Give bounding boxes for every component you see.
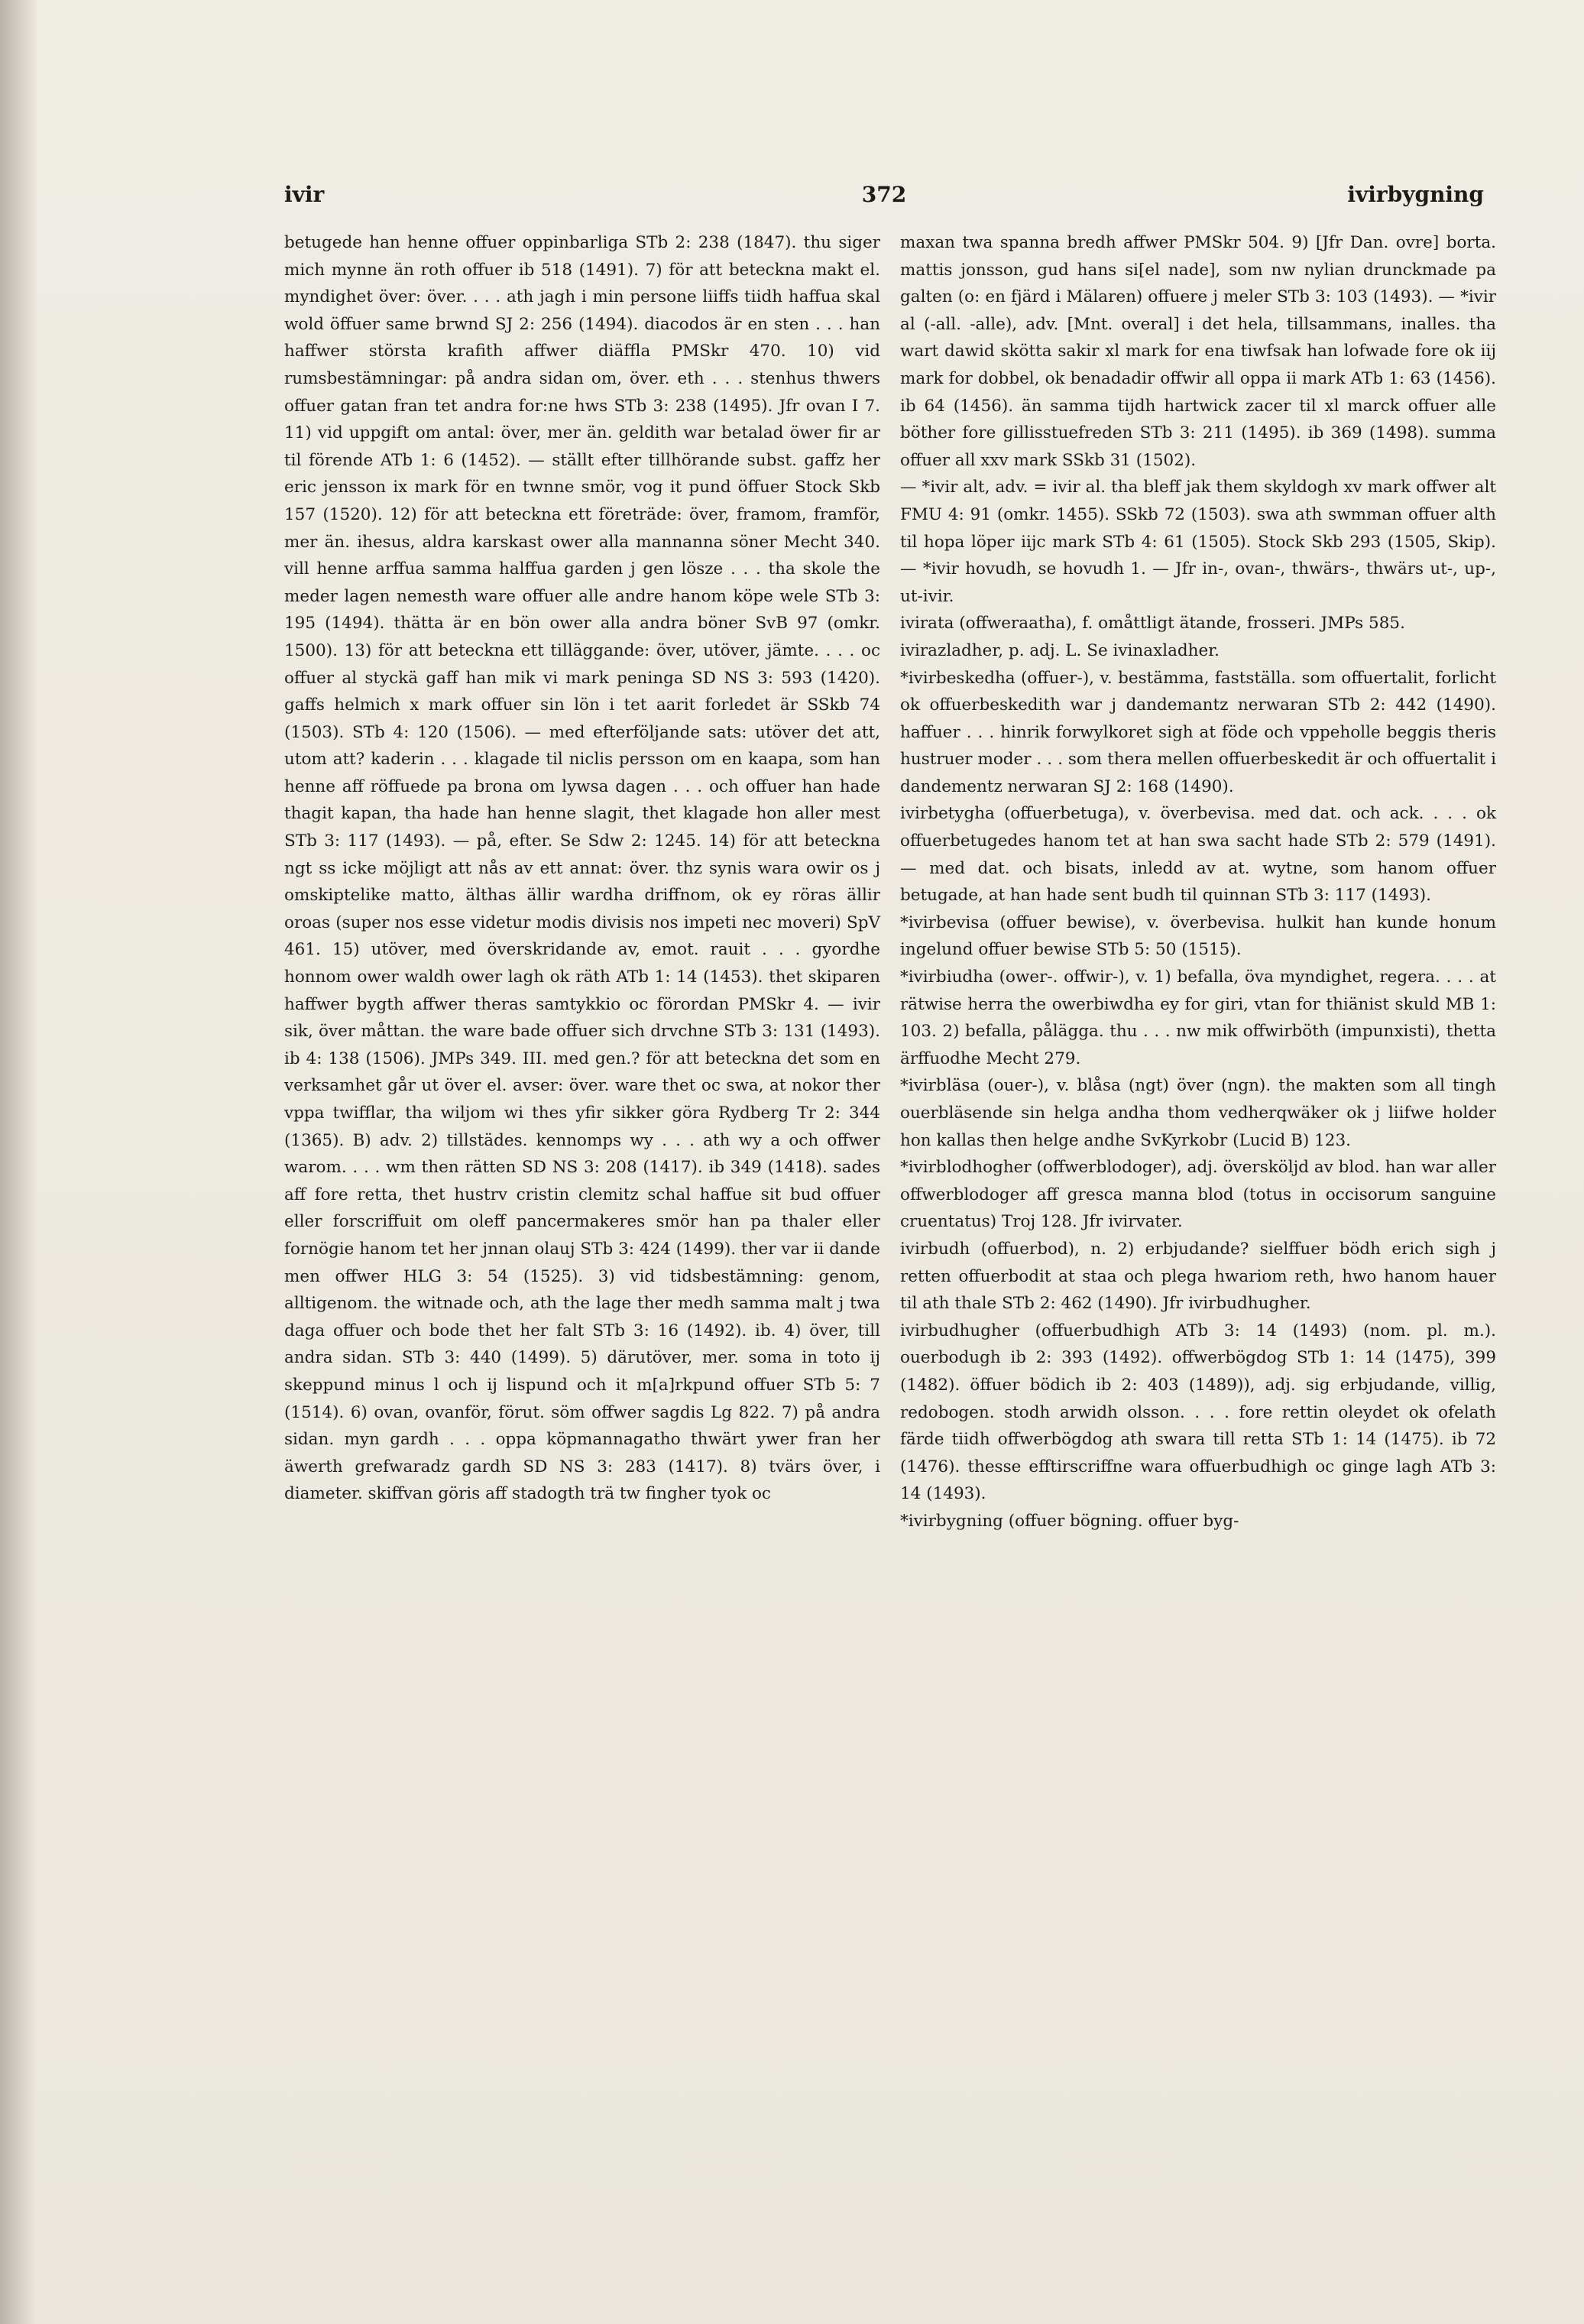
entry-ivirbevisa: *ivirbevisa (offuer bewise), v. överbevisa. hulkit han kunde honum ingelund offuer bewise STb 5: 50 (1515).	[900, 912, 1496, 960]
right-column	[900, 229, 1496, 1535]
entry-ivirata: ivirata (offweraatha), f. omåttligt ätande, frosseri. JMPs 585.	[900, 614, 1405, 634]
left-column-text: betugede han henne offuer oppinbarliga STb 2: 238 (1847). thu siger mich mynne än roth offuer ib 518 (1491). 7) för att beteckna makt el. myndighet över: över. . . . ath jagh i min persone liiffs tiidh haffua skal wold öffuer same brwnd SJ 2: 256 (1494). diacodos är en sten . . . han haffwer största krafith affwer diäffla PMSkr 470. 10) vid rumsbestämningar: på andra sidan om, över. eth . . . stenhus thwers offuer gatan fran tet andra for:ne hws STb 3: 238 (1495). Jfr ovan I 7. 11) vid uppgift om antal: över, mer än. geldith war betalad öwer fir ar til förende ATb 1: 6 (1452). — ställt efter tillhörande subst. gaffz her eric jensson ix mark för en twnne smör, vog it pund öffuer Stock Skb 157 (1520). 12) för att beteckna ett företräde: över, framom, framför, mer än. ihesus, aldra karskast ower alla mannanna söner Mecht 340. vill henne arffua samma halffua garden j gen lösze . . . tha skole the meder lagen nemesth ware offuer alle andre hanom köpe wele STb 3: 195 (1494). thätta är en bön ower alla andra böner SvB 97 (omkr. 1500). 13) för att beteckna ett tilläggande: över, utöver, jämte. . . . oc offuer al styckä gaff han mik vi mark peninga SD NS 3: 593 (1420). gaffs helmich x mark offuer sin lön i tet aarit forledet är SSkb 74 (1503). STb 4: 120 (1506). — med efterföljande sats: utöver det att, utom att? kaderin . . . klagade til niclis persson om en kaapa, som han henne aff röffuede pa brona om lywsa dagen . . . och offuer han hade thagit kapan, tha hade han henne slagit, thet klagade hon aller mest STb 3: 117 (1493). — på, efter. Se Sdw 2: 1245. 14) för att beteckna ngt ss icke möjligt att nås av ett annat: över. thz synis wara owir os j omskiptelike matto, älthas ällir wardha driffnom, ok ey röras ällir oroas (super nos esse videtur modis divisis nos impeti nec moveri) SpV 461. 15) utöver, med överskridande av, emot. rauit . . . gyordhe honnom ower waldh ower lagh ok räth ATb 1: 14 (1453). thet skiparen haffwer bygth affwer theras samtykkio oc förordan PMSkr 4. — ivir sik, över måttan. the ware bade offuer sich drvchne STb 3: 131 (1493). ib 4: 138 (1506). JMPs 349. III. med gen.? för att beteckna det som en verksamhet går ut över el. avser: över. ware thet oc swa, at nokor ther vppa twifflar, tha wiljom wi thes yfir sikker göra Rydberg Tr 2: 344 (1365). B) adv. 2) tillstädes. kennomps wy . . . ath wy a och offwer warom. . . . wm then rätten SD NS 3: 208 (1417). ib 349 (1418). sades aff fore retta, thet hustrv cristin clemitz schal haffue sit bud offuer eller forscriffuit om oleff pancermakeres smör han pa thaler eller fornögie hanom tet her jnnan olauj STb 3: 424 (1499). ther var ii dande men offwer HLG 3: 54 (1525). 3) vid tidsbestämning: genom, alltigenom. the witnade och, ath the lage ther medh samma malt j twa daga offuer och bode thet her falt STb 3: 16 (1492). ib. 4) över, till andra sidan. STb 3: 440 (1499). 5) därutöver, mer. soma in toto ij skeppund minus l och ij lispund och it m[a]rkpund offuer STb 5: 7 (1514). 6) ovan, ovanför, förut. söm offwer sagdis Lg 822. 7) på andra sidan. myn gardh . . . oppa köpmannagatho thwärt ywer fran her äwerth grefwaradz gardh SD NS 3: 283 (1417). 8) tvärs över, i diameter. skiffvan göris aff stadogth trä tw fingher tyok oc	[284, 233, 880, 1504]
page-number: 372	[861, 182, 907, 207]
entry-ivirblodhogher: *ivirblodhogher (offwerblodoger), adj. översköljd av blod. han war aller offwerblodoger aff gresca manna blod (totus in occisorum sanguine cruentatus) Troj 128. Jfr ivirvater.	[900, 1158, 1496, 1232]
entry-ivirblasa: *ivirbläsa (ouer-), v. blåsa (ngt) över (ngn). the makten som all tingh ouerbläsende sin helga andha thom vedherqwäker ok j liifwe holder hon kallas then helge andhe SvKyrkobr (Lucid B) 123.	[900, 1076, 1496, 1150]
entry-ivirazladher: ivirazladher, p. adj. L. Se ivinaxladher.	[900, 640, 1220, 660]
entry-ivirbudh: ivirbudh (offuerbod), n. 2) erbjudande? sielffuer bödh erich sigh j retten offuerbodit at staa och plega hwariom reth, hwo hanom hauer til ath thale STb 2: 462 (1490). Jfr ivirbudhugher.	[900, 1239, 1496, 1314]
left-column	[284, 229, 880, 1508]
header-right-catchword: ivirbygning	[1347, 182, 1484, 207]
entry-ivir-al: maxan twa spanna bredh affwer PMSkr 504. 9) [Jfr Dan. ovre] borta. mattis jonsson, gud hans si[el nade], som nw nylian drunckmade pa galten (o: en fjärd i Mälaren) offuere j meler STb 3: 103 (1493). — *ivir al (-all. -alle), adv. [Mnt. overal] i det hela, tillsammans, inalles. tha wart dawid skötta sakir xl mark for ena tiwfsak han lofwade fore ok iij mark for dobbel, ok benadadir offwir all oppa ii mark ATb 1: 63 (1456). ib 64 (1456). än samma tijdh hartwick zacer til xl marck offuer alle böther fore gillisstuefreden STb 3: 211 (1495). ib 369 (1498). summa offuer all xxv mark SSkb 31 (1502).	[900, 233, 1496, 470]
entry-ivirbudhugher: ivirbudhugher (offuerbudhigh ATb 3: 14 (1493) (nom. pl. m.). ouerbodugh ib 2: 393 (1492). offwerbögdog STb 1: 14 (1475), 399 (1482). öffuer bödich ib 2: 403 (1489)), adj. sig erbjudande, villig, redobogen. stodh arwidh olsson. . . . fore rettin oleydet ok ofelath färde tiidh offwerbögdog ath swara till retta STb 1: 14 (1475). ib 72 (1476). thesse efftirscriffne wara offuerbudhigh oc ginge lagh ATb 3: 14 (1493).	[900, 1321, 1496, 1504]
entry-ivirbiudha: *ivirbiudha (ower-. offwir-), v. 1) befalla, öva myndighet, regera. . . . at rätwise herra the owerbiwdha ey for giri, vtan for thiänist skuld MB 1: 103. 2) befalla, pålägga. thu . . . nw mik offwirböth (impunxisti), thetta ärffuodhe Mecht 279.	[900, 968, 1496, 1068]
entry-ivirbeskedha: *ivirbeskedha (offuer-), v. bestämma, fastställa. som offuertalit, forlicht ok offuerbeskedith war j dandemantz nerwaran STb 2: 442 (1490). haffuer . . . hinrik forwylkoret sigh at föde och vppeholle beggis theris hustruer moder . . . som thera mellen offuerbeskedit är och offuertalit i dandementz nerwaran SJ 2: 168 (1490).	[900, 668, 1496, 796]
page-header	[284, 182, 1484, 220]
entry-ivirbetygha: ivirbetygha (offuerbetuga), v. överbevisa. med dat. och ack. . . . ok offuerbetugedes hanom tet at han swa sacht hade STb 2: 579 (1491). — med dat. och bisats, inledd av at. wytne, som hanom offuer betugade, at han hade sent budh til quinnan STb 3: 117 (1493).	[900, 804, 1496, 906]
book-spine-shadow	[0, 0, 37, 2324]
entry-ivir-alt: — *ivir alt, adv. = ivir al. tha bleff jak them skyldogh xv mark offwer alt FMU 4: 91 (omkr. 1455). SSkb 72 (1503). swa ath swmman offuer alth til hopa löper iijc mark STb 4: 61 (1505). Stock Skb 293 (1505, Skip). — *ivir hovudh, se hovudh 1. — Jfr in-, ovan-, thwärs-, thwärs ut-, up-, ut-ivir.	[900, 478, 1496, 606]
entry-ivirbygning: *ivirbygning (offuer bögning. offuer byg-	[900, 1511, 1239, 1531]
header-left-catchword: ivir	[284, 182, 325, 207]
